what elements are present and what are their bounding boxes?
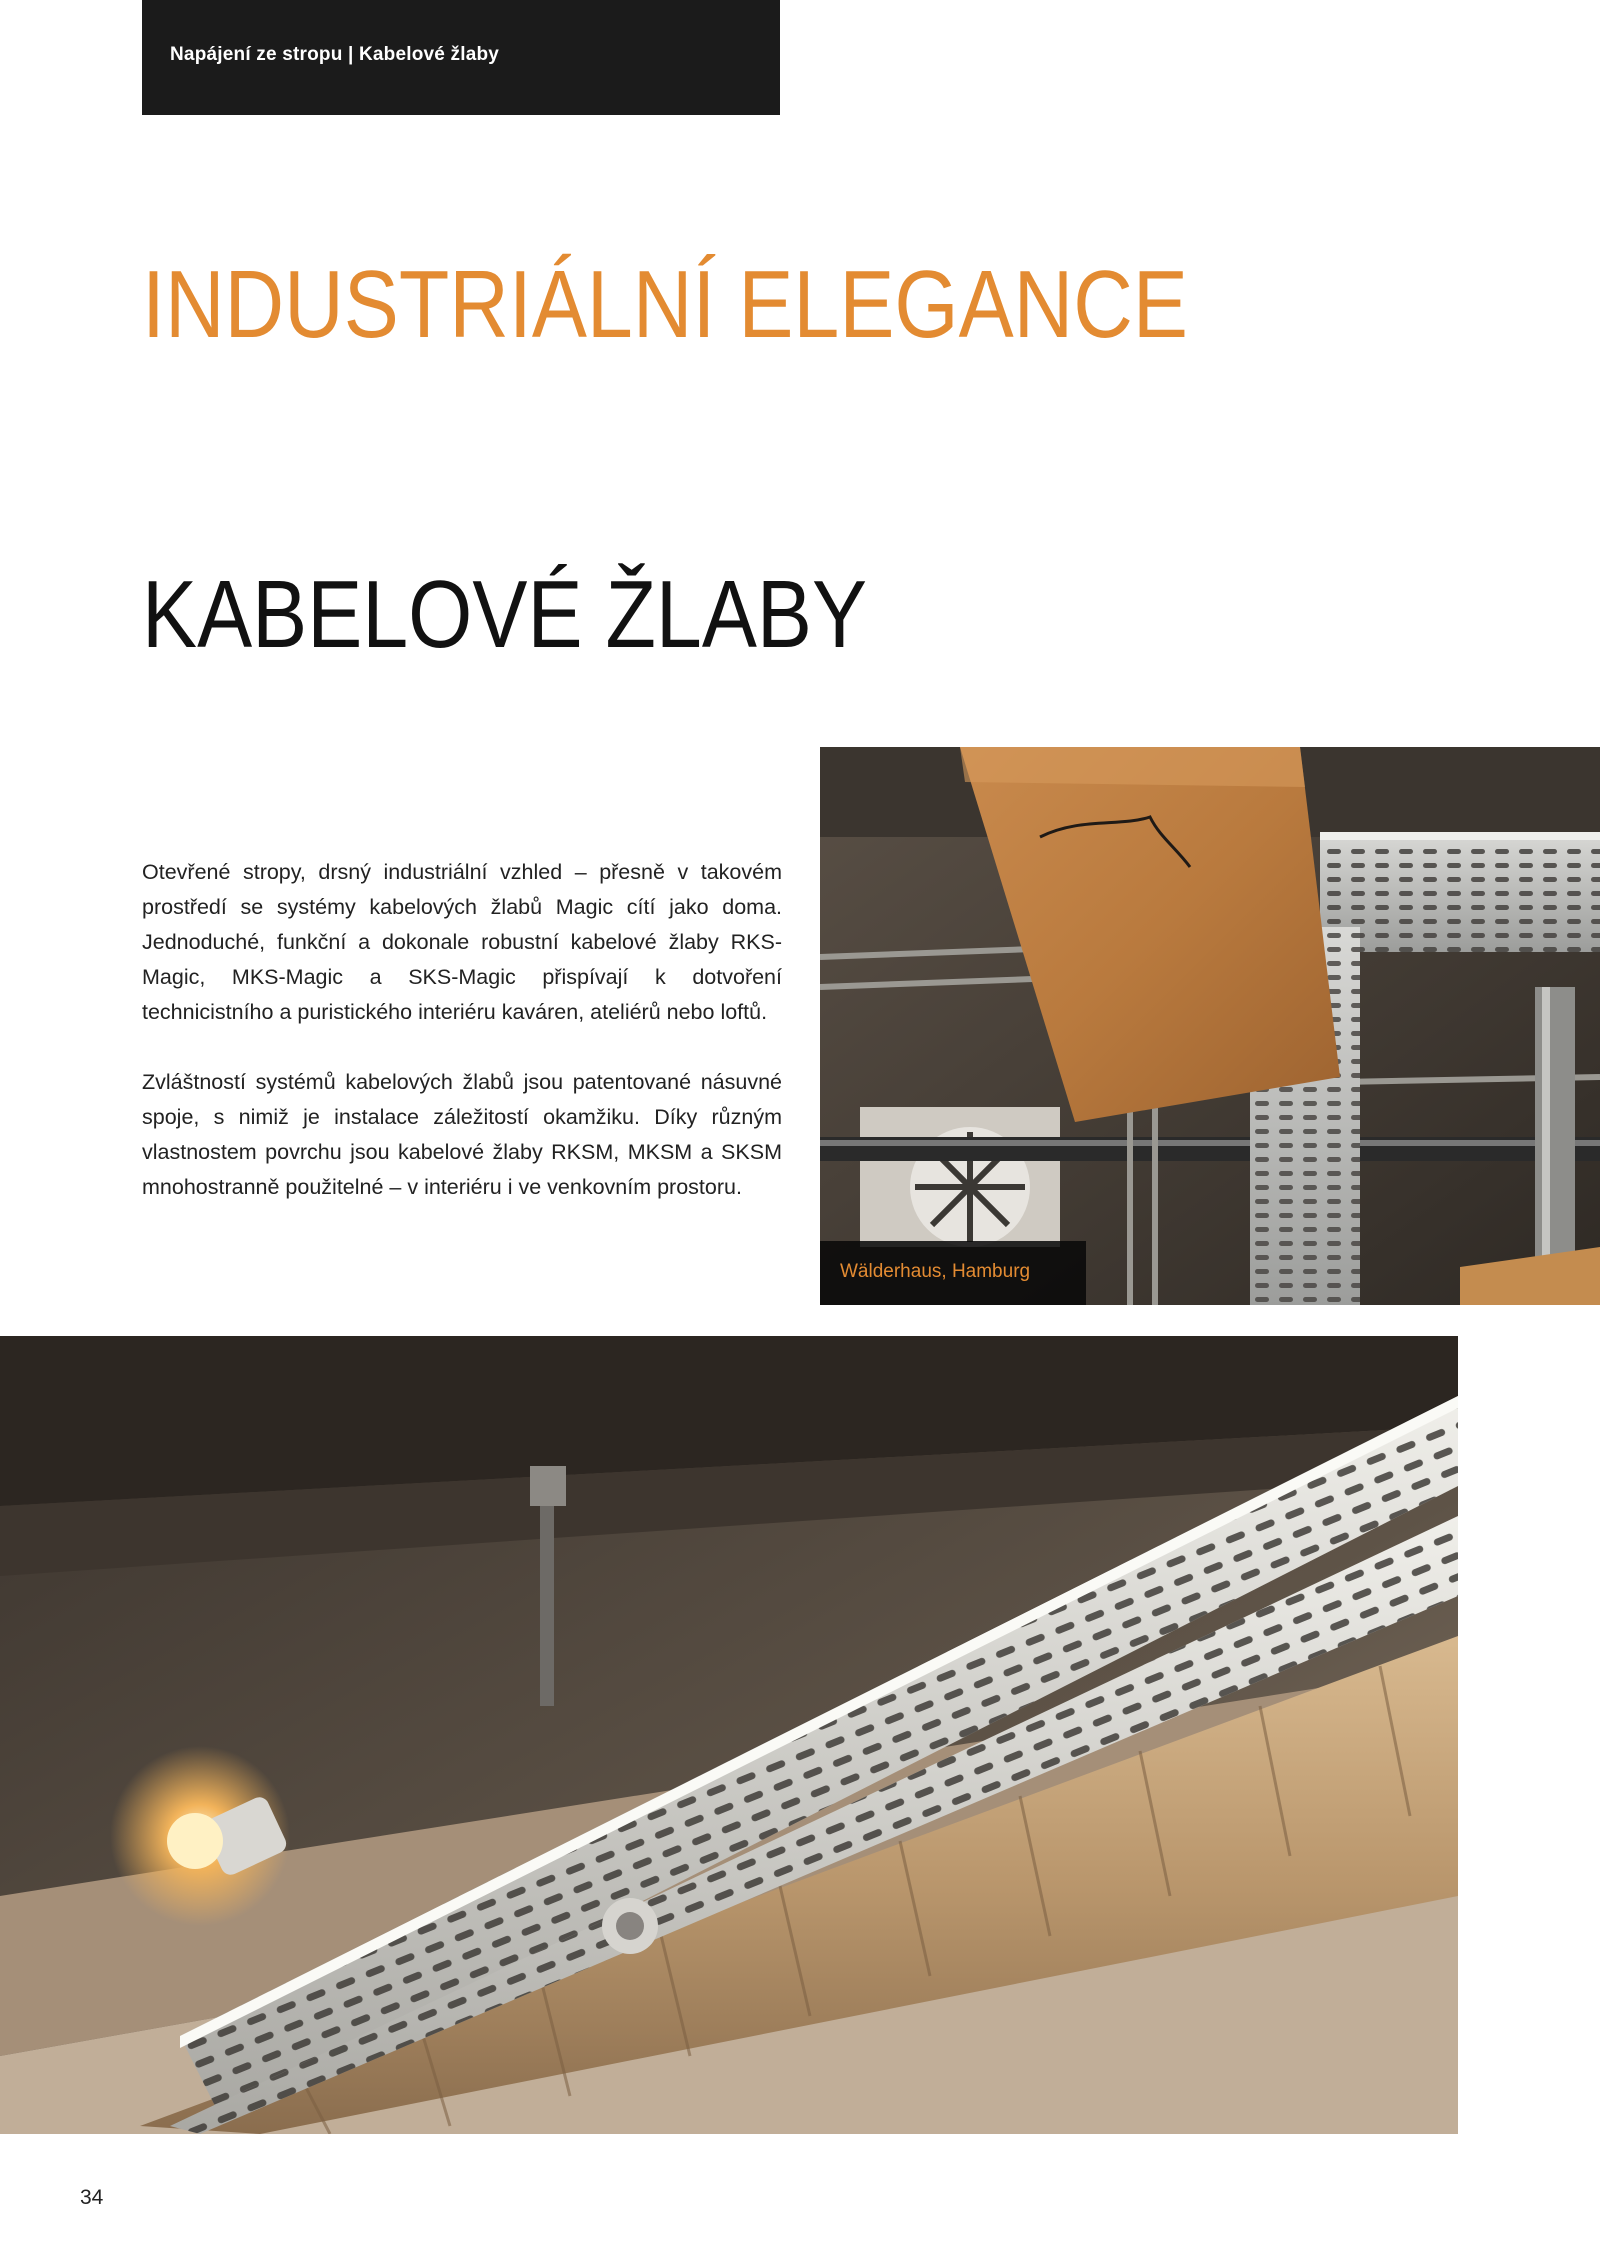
intro-paragraph-1: Otevřené stropy, drsný industriální vzhled – přesně v takovém prostředí se systémy kabelových žlabů Magic cítí jako doma. Jednoduché, funkční a dokonale robustní kabelové žlaby RKS-Magic, MKS-Magic a SKS-Magic přispívají k dotvoření technicistního a puristického interiéru kaváren, ateliérů nebo loftů.	[142, 860, 782, 1024]
intro-text	[142, 855, 782, 1240]
cable-tray-ceiling-image	[820, 747, 1600, 1305]
photo-caption	[820, 1241, 1086, 1305]
section-header-bar	[142, 0, 780, 115]
cable-tray-ceiling-photo	[820, 747, 1600, 1305]
cable-tray-duct-photo	[0, 1336, 1458, 2134]
photo-caption-text: Wälderhaus, Hamburg	[840, 1261, 1031, 1282]
page-title: INDUSTRIÁLNÍ ELEGANCE	[142, 251, 1188, 358]
intro-paragraph-2: Zvláštností systémů kabelových žlabů jsou patentované násuvné spoje, s nimiž je instalace záležitostí okamžiku. Díky různým vlastnostem povrchu jsou kabelové žlaby RKSM, MKSM a SKSM mnohostranně použitelné – v interiéru i ve venkovním prostoru.	[142, 1070, 782, 1199]
breadcrumb: Napájení ze stropu | Kabelové žlaby	[170, 44, 500, 65]
section-title: KABELOVÉ ŽLABY	[142, 561, 868, 668]
cable-tray-duct-image	[0, 1336, 1458, 2134]
page-number: 34	[80, 2186, 104, 2209]
